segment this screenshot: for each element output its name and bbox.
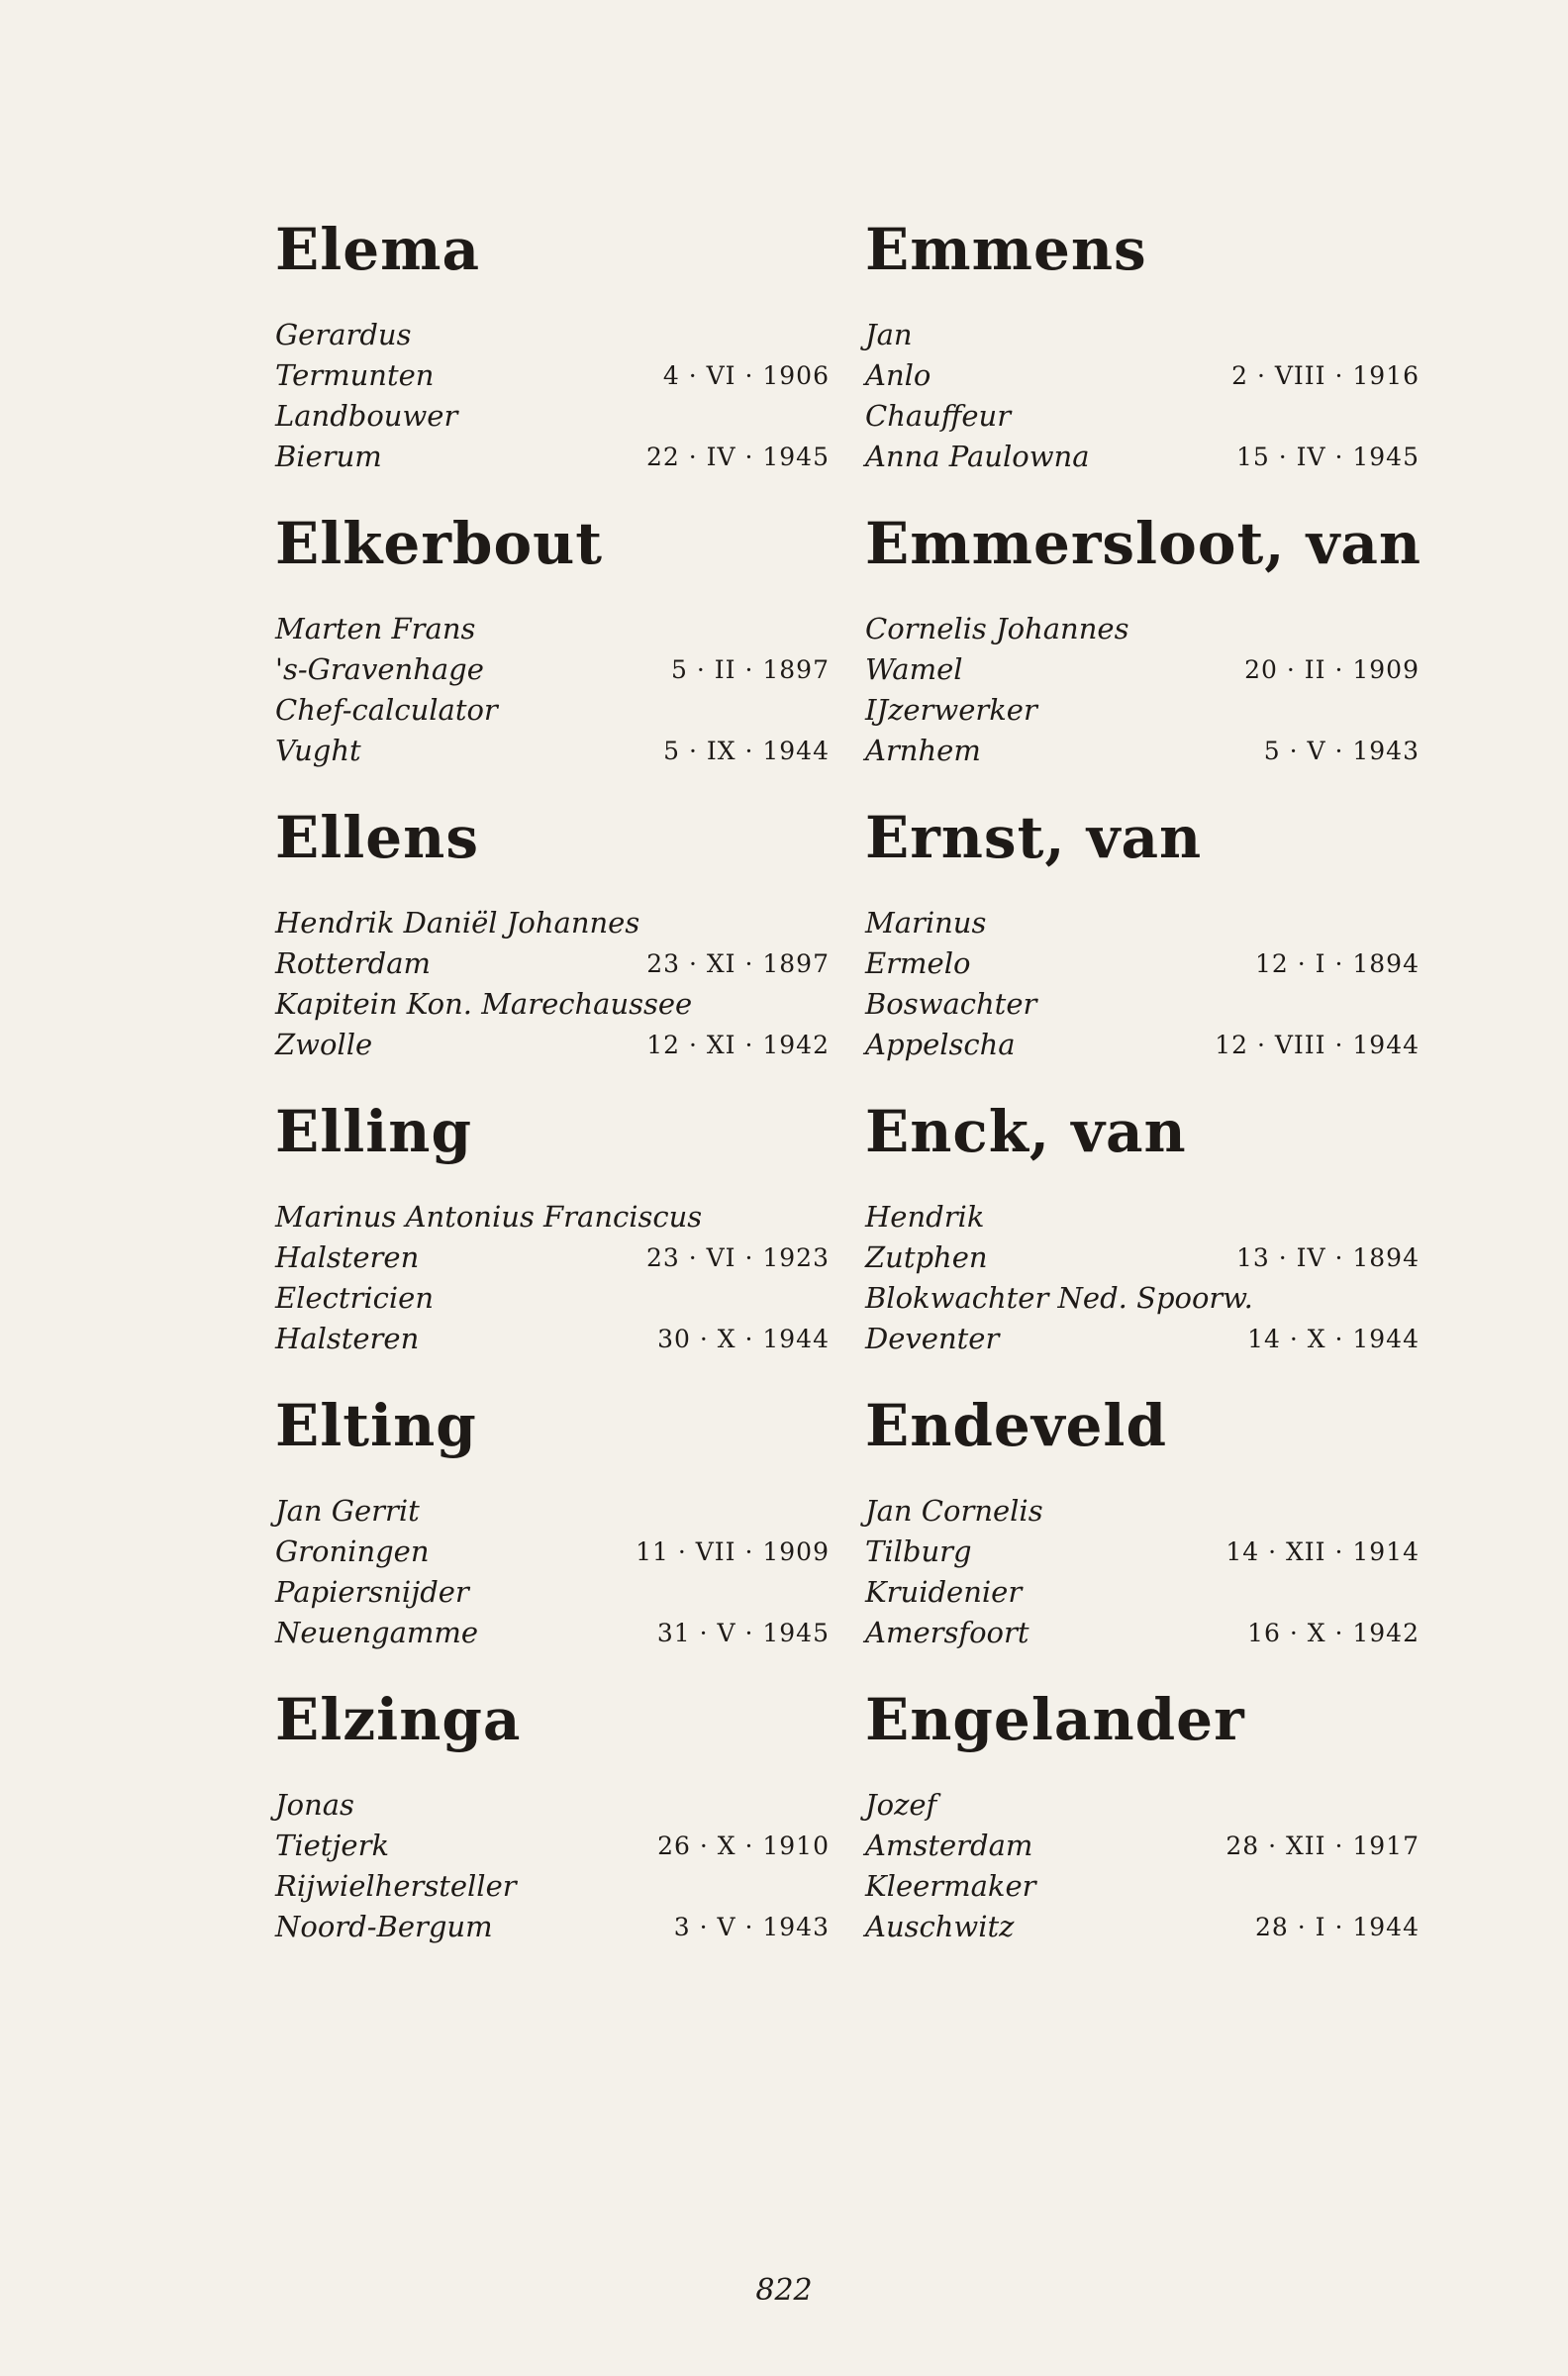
death-place: Arnhem (865, 734, 981, 767)
name-entry (275, 203, 830, 497)
birth-place: 's-Gravenhage (275, 652, 484, 686)
birth-line (275, 649, 830, 690)
death-date: 16 · X · 1942 (1247, 1619, 1420, 1647)
death-line (865, 1319, 1420, 1359)
occupation-line (865, 1866, 1420, 1907)
given-names-line (275, 903, 830, 943)
death-date: 12 · XI · 1942 (646, 1031, 830, 1059)
right-column (865, 203, 1420, 1967)
occupation: Landbouwer (275, 399, 458, 433)
given-names: Marinus (865, 906, 987, 940)
name-entry (865, 203, 1420, 497)
birth-date: 2 · VIII · 1916 (1231, 361, 1420, 390)
birth-place: Tietjerk (275, 1829, 390, 1862)
name-entry (865, 497, 1420, 791)
birth-line (865, 1826, 1420, 1866)
given-names: Jonas (275, 1788, 354, 1822)
name-entry (275, 1085, 830, 1379)
death-line (275, 1319, 830, 1359)
birth-line (275, 355, 830, 396)
death-line (275, 437, 830, 477)
birth-date: 13 · IV · 1894 (1235, 1243, 1420, 1272)
death-place: Amersfoort (865, 1616, 1029, 1649)
occupation-line (275, 690, 830, 731)
name-entry (275, 1379, 830, 1673)
death-place: Vught (275, 734, 361, 767)
occupation-line (275, 984, 830, 1025)
death-date: 31 · V · 1945 (656, 1619, 830, 1647)
death-date: 15 · IV · 1945 (1235, 443, 1420, 471)
death-place: Zwolle (275, 1028, 373, 1061)
given-names: Gerardus (275, 318, 412, 351)
occupation: Kapitein Kon. Marechaussee (275, 987, 693, 1021)
birth-place: Ermelo (865, 946, 971, 980)
birth-place: Zutphen (865, 1240, 988, 1274)
surname: Emmersloot, van (865, 510, 1422, 577)
given-names: Marinus Antonius Franciscus (275, 1200, 703, 1234)
name-entry (275, 791, 830, 1085)
birth-place: Wamel (865, 652, 963, 686)
death-place: Anna Paulowna (865, 440, 1090, 473)
given-names-line (275, 1491, 830, 1532)
birth-line (865, 355, 1420, 396)
birth-line (865, 943, 1420, 984)
birth-place: Anlo (865, 358, 931, 392)
occupation-line (865, 396, 1420, 437)
birth-line (275, 1238, 830, 1278)
birth-date: 12 · I · 1894 (1255, 949, 1420, 978)
birth-date: 5 · II · 1897 (671, 655, 830, 684)
surname: Elkerbout (275, 510, 604, 577)
death-date: 28 · I · 1944 (1255, 1913, 1420, 1941)
death-line (865, 731, 1420, 771)
occupation-line (275, 1278, 830, 1319)
death-date: 3 · V · 1943 (673, 1913, 830, 1941)
given-names: Jozef (865, 1788, 937, 1822)
occupation: Chauffeur (865, 399, 1012, 433)
given-names-line (275, 1197, 830, 1238)
birth-line (275, 1826, 830, 1866)
occupation: Blokwachter Ned. Spoorw. (865, 1281, 1253, 1315)
given-names: Hendrik Daniël Johannes (275, 906, 640, 940)
page-number: 822 (755, 2273, 813, 2308)
given-names-line (865, 1197, 1420, 1238)
birth-date: 28 · XII · 1917 (1225, 1832, 1420, 1860)
birth-date: 4 · VI · 1906 (662, 361, 830, 390)
given-names-line (865, 1491, 1420, 1532)
birth-date: 23 · XI · 1897 (646, 949, 830, 978)
occupation: Chef-calculator (275, 693, 498, 727)
occupation-line (275, 1572, 830, 1613)
death-place: Auschwitz (865, 1910, 1015, 1943)
death-place: Noord-Bergum (275, 1910, 493, 1943)
death-line (865, 1613, 1420, 1653)
birth-date: 11 · VII · 1909 (636, 1537, 830, 1566)
death-date: 5 · IX · 1944 (663, 737, 830, 765)
surname: Enck, van (865, 1098, 1187, 1165)
death-place: Deventer (865, 1322, 1000, 1355)
name-entry (865, 1085, 1420, 1379)
birth-place: Tilburg (865, 1534, 972, 1568)
given-names: Cornelis Johannes (865, 612, 1129, 645)
surname: Ernst, van (865, 804, 1203, 871)
death-line (865, 1907, 1420, 1947)
death-place: Appelscha (865, 1028, 1016, 1061)
death-line (865, 1025, 1420, 1065)
birth-line (275, 943, 830, 984)
occupation: IJzerwerker (865, 693, 1037, 727)
surname: Engelander (865, 1686, 1245, 1753)
birth-line (275, 1532, 830, 1572)
surname: Emmens (865, 216, 1147, 283)
death-line (275, 731, 830, 771)
birth-place: Rotterdam (275, 946, 431, 980)
death-date: 14 · X · 1944 (1247, 1325, 1420, 1353)
surname: Elling (275, 1098, 473, 1165)
given-names: Marten Frans (275, 612, 476, 645)
given-names-line (865, 609, 1420, 649)
name-entry (275, 497, 830, 791)
occupation-line (865, 984, 1420, 1025)
birth-date: 26 · X · 1910 (657, 1832, 830, 1860)
surname: Elting (275, 1392, 477, 1459)
name-entry (865, 1379, 1420, 1673)
occupation: Kruidenier (865, 1575, 1023, 1609)
birth-date: 20 · II · 1909 (1244, 655, 1420, 684)
occupation-line (275, 1866, 830, 1907)
given-names-line (275, 315, 830, 355)
death-line (275, 1613, 830, 1653)
given-names: Jan Cornelis (865, 1494, 1043, 1528)
given-names-line (865, 903, 1420, 943)
birth-line (865, 1238, 1420, 1278)
surname: Elzinga (275, 1686, 522, 1753)
death-place: Halsteren (275, 1322, 420, 1355)
given-names-line (865, 1785, 1420, 1826)
given-names: Jan Gerrit (275, 1494, 420, 1528)
occupation-line (865, 1572, 1420, 1613)
birth-place: Halsteren (275, 1240, 420, 1274)
death-date: 22 · IV · 1945 (645, 443, 830, 471)
name-entry (275, 1673, 830, 1967)
birth-place: Groningen (275, 1534, 430, 1568)
death-line (275, 1025, 830, 1065)
given-names: Jan (865, 318, 913, 351)
given-names: Hendrik (865, 1200, 985, 1234)
occupation: Papiersnijder (275, 1575, 469, 1609)
death-place: Neuengamme (275, 1616, 479, 1649)
death-date: 12 · VIII · 1944 (1215, 1031, 1420, 1059)
occupation: Electricien (275, 1281, 434, 1315)
birth-line (865, 649, 1420, 690)
occupation-line (865, 1278, 1420, 1319)
name-entry (865, 791, 1420, 1085)
birth-line (865, 1532, 1420, 1572)
surname: Endeveld (865, 1392, 1168, 1459)
death-place: Bierum (275, 440, 382, 473)
birth-place: Amsterdam (865, 1829, 1033, 1862)
death-line (275, 1907, 830, 1947)
death-line (865, 437, 1420, 477)
birth-date: 14 · XII · 1914 (1225, 1537, 1420, 1566)
occupation: Rijwielhersteller (275, 1869, 517, 1903)
surname: Elema (275, 216, 481, 283)
left-column (275, 203, 830, 1967)
birth-date: 23 · VI · 1923 (645, 1243, 830, 1272)
death-date: 5 · V · 1943 (1263, 737, 1420, 765)
occupation: Kleermaker (865, 1869, 1036, 1903)
given-names-line (865, 315, 1420, 355)
given-names-line (275, 609, 830, 649)
occupation-line (865, 690, 1420, 731)
name-entry (865, 1673, 1420, 1967)
birth-place: Termunten (275, 358, 435, 392)
occupation: Boswachter (865, 987, 1037, 1021)
surname: Ellens (275, 804, 479, 871)
given-names-line (275, 1785, 830, 1826)
death-date: 30 · X · 1944 (657, 1325, 830, 1353)
occupation-line (275, 396, 830, 437)
